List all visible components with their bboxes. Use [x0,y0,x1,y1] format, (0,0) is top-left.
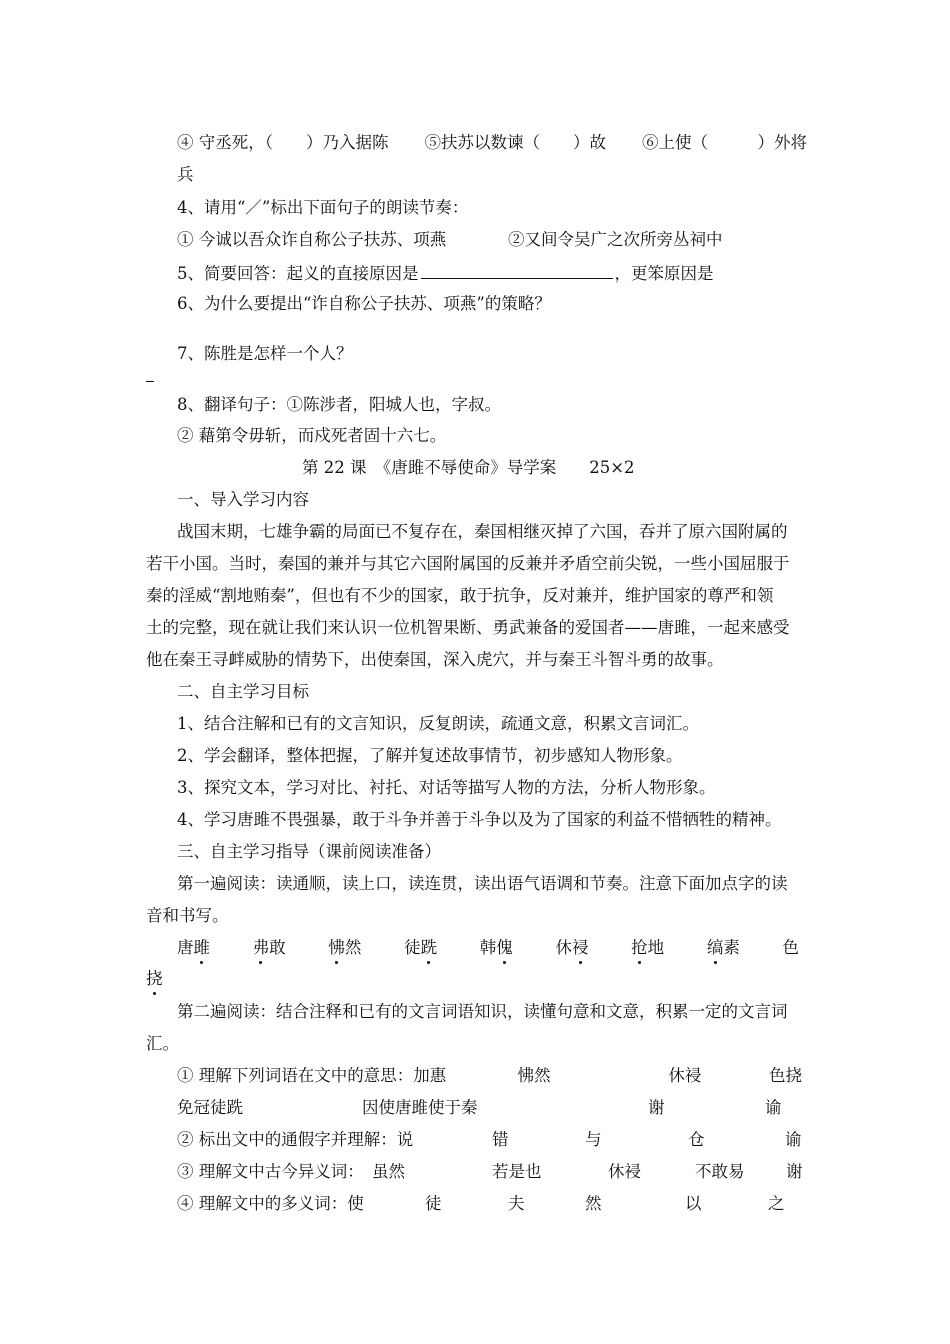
word-item: 抢地 [631,938,665,957]
question-7: 7、陈胜是怎样一个人？ [177,344,353,363]
exercise-3-prompt: ③ 理解文中古今异义词： 虽然 [177,1162,405,1181]
exercise-term: 休祲 [608,1162,641,1181]
dotted-char: 雎 [193,938,210,957]
exercise-term: 因使唐雎使于秦 [362,1098,478,1117]
question-3-line [177,132,807,154]
dotted-char: 怫 [328,938,345,957]
question-3-item-5: ⑤扶苏以数谏（ ）故 [424,133,606,152]
exercise-term: 谢 [648,1098,665,1117]
exercise-term: 与 [585,1130,602,1149]
question-5 [177,261,714,285]
question-4-item-1: ① 今诚以吾众诈自称公子扶苏、项燕 [177,230,447,249]
word-item: 韩傀 [479,938,513,957]
dotted-char: 祲 [571,938,589,957]
exercise-term: 错 [492,1130,509,1149]
exercise-term: 谕 [765,1098,782,1117]
intro-line: 若干小国。当时，秦国的兼并与其它六国附属国的反兼并矛盾空前尖锐，一些小国屈服于 [146,554,790,573]
exercise-term: 休祲 [668,1066,702,1085]
question-8-item-2: ② 藉第令毋斩，而戍死者固十六七。 [177,426,447,445]
word-item: 怫然 [328,938,362,957]
exercise-4-prompt: ④ 理解文中的多义词：使 [177,1194,364,1213]
question-4: 4、请用“／”标出下面句子的朗读节奏： [177,198,469,217]
stray-mark [146,381,154,382]
section-3-title: 三、自主学习指导（课前阅读准备） [177,842,441,861]
reading-2-line: 汇。 [146,1034,179,1053]
dotted-char: 挠 [146,969,163,988]
intro-line: 秦的淫威“割地贿秦”，但也有不少的国家，敢于抗争，反对兼并，维护国家的尊严和领 [146,586,774,605]
goal-item: 1、结合注解和已有的文言知识，反复朗读，疏通文意，积累文言词汇。 [177,714,699,733]
dotted-char: 傀 [496,938,513,957]
pronunciation-words [177,937,799,959]
word-item: 缟素 [706,938,740,957]
section-2-title: 二、自主学习目标 [177,682,309,701]
exercise-1-prompt: ① 理解下列词语在文中的意思：加惠 [177,1066,447,1085]
intro-line: 土的完整，现在就让我们来认识一位机智果断、勇武兼备的爱国者——唐雎，一起来感受 [146,618,790,637]
dotted-char: 缟 [706,938,724,957]
question-5-prompt-2: ，更笨原因是 [614,264,714,283]
dotted-char: 跣 [420,938,438,957]
word-item: 弗敢 [252,938,286,957]
answer-blank [421,261,613,279]
section-1-title: 一、导入学习内容 [177,490,309,509]
goal-item: 4、学习唐雎不畏强暴，敢于斗争并善于斗争以及为了国家的利益不惜牺牲的精神。 [177,810,782,829]
exercise-1 [177,1065,802,1087]
exercise-term: 然 [585,1194,602,1213]
word-item: 唐雎 [177,938,210,957]
question-6: 6、为什么要提出“诈自称公子扶苏、项燕”的策略？ [177,294,551,313]
goal-item: 3、探究文本，学习对比、衬托、对话等描写人物的方法，分析人物形象。 [177,778,716,797]
exercise-term: 之 [768,1194,785,1213]
question-4-item-2: ②又间令吴广之次所旁丛祠中 [508,230,723,249]
exercise-term: 徒 [425,1194,442,1213]
exercise-term: 谢 [786,1162,803,1181]
word-item: 徒跣 [404,938,438,957]
word-continuation [146,968,163,990]
intro-line: 战国末期，七雄争霸的局面已不复存在，秦国相继灭掉了六国，吞并了原六国附属的 [177,522,788,541]
dotted-char: 弗 [252,938,270,957]
question-3-continuation: 兵 [177,165,194,184]
question-8: 8、翻译句子：①陈涉者，阳城人也，字叔。 [177,395,501,414]
exercise-term: 仓 [688,1130,705,1149]
question-3-item-6: ⑥上使（ ）外将 [642,133,807,152]
lesson-title: 第 22 课 《唐雎不辱使命》导学案 25×2 [302,458,635,477]
word-item: 色 [782,938,799,957]
exercise-term: 不敢易 [695,1162,745,1181]
exercise-term: 若是也 [492,1162,542,1181]
question-3-item-4: ④ 守丞死，（ ）乃入据陈 [177,133,389,152]
exercise-term: 色挠 [768,1066,802,1085]
exercise-term: 夫 [508,1194,525,1213]
intro-line: 他在秦王寻衅威胁的情势下，出使秦国，深入虎穴，并与秦王斗智斗勇的故事。 [146,650,724,669]
reading-1-line: 第一遍阅读：读通顺，读上口，读连贯，读出语气语调和节奏。注意下面加点字的读 [177,874,788,893]
exercise-term: 怫然 [517,1066,551,1085]
goal-item: 2、学会翻译，整体把握，了解并复述故事情节，初步感知人物形象。 [177,746,683,765]
dotted-char: 抢 [631,938,648,957]
exercise-term: 谕 [785,1130,802,1149]
question-5-prompt: 5、简要回答：起义的直接原因是 [177,264,419,283]
word-item: 休祲 [555,938,589,957]
reading-2-line: 第二遍阅读：结合注释和已有的文言词语知识，读懂句意和文意，积累一定的文言词 [177,1002,788,1021]
exercise-2-prompt: ② 标出文中的通假字并理解：说 [177,1130,414,1149]
exercise-term: 免冠徒跣 [177,1098,243,1117]
exercise-term: 以 [685,1194,702,1213]
reading-1-line: 音和书写。 [146,906,229,925]
